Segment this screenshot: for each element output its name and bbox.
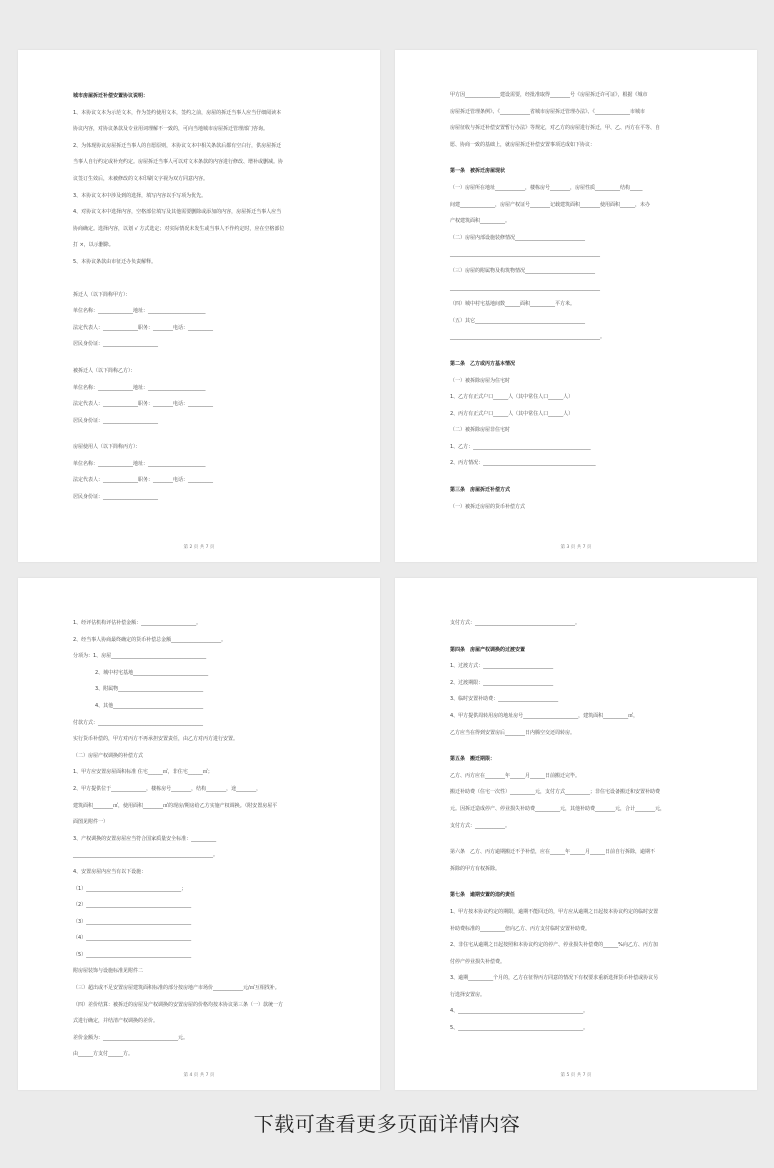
- text-line: ____________________________________________________________。: [450, 334, 606, 341]
- text-line: （三）房屋的附属物及构筑物情况____________________________: [450, 267, 596, 274]
- text-line: 5、本协议条款由市征迁办负责解释。: [73, 258, 157, 265]
- text-line: 乙方应当在得到安置房后________日内腾空交还周转房。: [450, 729, 576, 736]
- spacer: [450, 637, 690, 647]
- text-line: 单位名称：______________地址：_______________________: [73, 308, 206, 315]
- text-line: 搬迁补助费（住宅一次性）__________元，支付方式__________；非住宅设备搬迁和安置补助费: [450, 789, 661, 796]
- text-line: （四）差价结算：被拆迁的房屋及产权调换的安置房屋的价格均按本协议第三条（一）款统一方: [73, 1001, 284, 1008]
- text-line: 支付方式：________________________________________。: [450, 620, 581, 626]
- spacer: [450, 839, 690, 849]
- text-line: 愿、协商一致的基础上，就房屋拆迁补偿安置事项达成如下协议：: [450, 141, 596, 148]
- text-line: （四）城中村宅基地间数______面积__________平方米。: [450, 301, 576, 308]
- text-line: 单位名称：______________地址：_______________________: [73, 460, 206, 467]
- text-line: 差价金额为：______________________________元。: [73, 1034, 189, 1041]
- page-content: [73, 93, 333, 511]
- text-line: 付款方式：__________________________________________: [73, 719, 204, 726]
- text-line: 2、丙方情况：_____________________________________________: [450, 460, 596, 467]
- spacer: [73, 276, 333, 292]
- text-line: （二）房屋产权调换的补偿方式: [73, 752, 144, 759]
- section-heading: 第四条 房屋产权调换的过渡安置: [450, 646, 526, 653]
- text-line: 3、临时安置补助费：________________________: [450, 696, 559, 703]
- page-content: [73, 620, 303, 1068]
- text-line: 单位名称：______________地址：_______________________: [73, 384, 206, 391]
- section-heading: 第一条 被拆迁房屋现状: [450, 168, 506, 175]
- text-line: 法定代表人：______________职务：________电话：__________: [73, 477, 214, 484]
- text-line: 居民身份证：______________________: [73, 494, 159, 501]
- text-line: （五）其它____________________________________________: [450, 317, 586, 324]
- text-line: 居民身份证：______________________: [73, 341, 159, 348]
- text-line: 甲方因______________建设需要，经批准取得________号《房屋拆迁许可证》，根据《城市: [450, 92, 648, 98]
- spacer: [450, 882, 690, 892]
- spacer: [450, 158, 690, 168]
- text-line: 行选择安置房。: [450, 991, 486, 998]
- text-line: 付停产停业损失补偿费。: [450, 958, 506, 965]
- page-footer: 第 3 页 共 7 页: [560, 545, 592, 550]
- text-line: 1、乙方：_______________________________________________: [450, 443, 591, 450]
- text-line: 1、经评估机构评估补偿金额：______________________。: [73, 620, 202, 626]
- text-line: 1、乙方有正式户口______人（其中常住人口______人）: [450, 394, 574, 401]
- text-line: 第六条 乙方、丙方逾期搬迁不予补偿，应在______年______月______日前自行拆除，逾期不: [450, 849, 656, 856]
- text-line: 3、逾期__________个月的，乙方在征得丙方同意的情况下有权要求重新选择货币补偿或协议另: [450, 975, 659, 982]
- text-line: ____________________________________________________________: [450, 284, 600, 291]
- section-heading: 第五条 搬迁期限：: [450, 756, 496, 763]
- page-footer: 第 4 页 共 7 页: [183, 1073, 215, 1078]
- text-line: 1、甲方应安置房屋面积标准 住宅______㎡，非住宅______㎡；: [73, 769, 213, 776]
- page-content: [450, 92, 690, 520]
- document-page-2: [18, 50, 380, 562]
- text-line: 2、非住宅从逾期之日起按照和本协议约定的停产、停业损失补偿费的______%向乙方、丙方加: [450, 942, 658, 949]
- text-line: 分项为：1、房屋______________________________________: [73, 653, 207, 660]
- text-line: （三）超出或不足安置房屋建筑面积标准的部分按房地产市场价____________元/㎡互相找补。: [73, 985, 280, 992]
- section-heading: 第七条 逾期安置的违约责任: [450, 892, 516, 899]
- text-line: 4、甲方提供周转用房的地址房号______________________，建筑面积__________㎡，: [450, 712, 639, 719]
- text-line: 实行货币补偿的，甲方对丙方不再承担安置责任，由乙方对丙方进行安置。: [73, 736, 239, 743]
- text-line: 附房屋装饰与设施标准见附件二: [73, 968, 144, 975]
- text-line: 乙方、丙方应在________年______月______日前搬迁完毕。: [450, 772, 581, 779]
- text-line: 由______方支付______方。: [73, 1051, 134, 1058]
- spacer: [73, 434, 333, 444]
- document-page-4: [18, 578, 380, 1090]
- text-line: 协商确定。选择内容，以划 √ 方式选定；对实际情况未发生或当事人不作约定时，应在空格部位: [73, 225, 285, 232]
- document-page-3: [395, 50, 757, 562]
- text-line: 3、附属物__________________________________: [95, 686, 204, 693]
- document-page-5: [395, 578, 757, 1090]
- text-line: 3、产权调换的安置房屋应当符合国家质量安全标准：__________: [73, 835, 217, 842]
- text-line: 2、丙方有正式户口______人（其中常住人口______人）: [450, 410, 574, 417]
- spacer: [73, 358, 333, 368]
- text-line: 面图见附件一）: [73, 819, 109, 826]
- text-line: 建筑面积________㎡，使用面积________㎡的现房/期房给乙方实施产权调换。（附安置房屋平: [73, 802, 278, 809]
- text-line: 议签订生效后，未被修改的文本印刷文字视为双方同意内容。: [73, 175, 209, 182]
- section-heading: 第三条 房屋拆迁补偿方式: [450, 487, 511, 494]
- text-line: 2、过渡期限：____________________________: [450, 679, 554, 686]
- text-line: 补助费标准的__________倍向乙方、丙方支付临时安置补助费。: [450, 925, 591, 932]
- download-more-caption[interactable]: 下载可查看更多页面详情内容: [253, 1112, 521, 1136]
- text-line: （一）房屋所在地址____________，楼栋房号________，房屋性质__________结构_____: [450, 184, 643, 191]
- text-line: 4、安置房屋内应当有以下设施：: [73, 868, 147, 875]
- spacer: [450, 746, 690, 756]
- text-line: ____________________________________________________________: [450, 251, 600, 258]
- section-heading: 城市房屋拆迁补偿安置协议说明：: [73, 93, 149, 99]
- text-line: 拆迁人（以下简称甲方）：: [73, 291, 131, 298]
- text-line: 当事人自行约定或补充约定。房屋拆迁当事人可以对文本条款的内容进行修改、增补或删减。协: [73, 159, 284, 166]
- text-line: （5）__________________________________________: [73, 951, 192, 958]
- text-line: （3）__________________________________________: [73, 918, 192, 925]
- section-heading: 第二条 乙方或丙方基本情况: [450, 360, 516, 367]
- text-line: ________________________________________________________。: [73, 852, 219, 859]
- text-line: 拆除的甲方有权拆除。: [450, 865, 501, 872]
- text-line: 式进行确定，并结清产权调换的差价。: [73, 1018, 159, 1025]
- text-line: （1）______________________________________；: [73, 885, 187, 892]
- page-content: [450, 620, 690, 1042]
- text-line: 被拆迁人（以下简称乙方）：: [73, 367, 136, 374]
- text-line: 法定代表人：______________职务：________电话：__________: [73, 401, 214, 408]
- text-line: 房屋征收与拆迁补偿安置暂行办法》等规定，对乙方的房屋进行拆迁，甲、乙、丙方在平等、自: [450, 125, 661, 132]
- text-line: （2）__________________________________________: [73, 902, 192, 909]
- text-line: 4、__________________________________________________。: [450, 1008, 589, 1015]
- text-line: 5、__________________________________________________。: [450, 1025, 589, 1032]
- text-line: 协议内容，对协议条款及专业用词理解不一致的，可向当地城市房屋拆迁管理部门咨询。: [73, 126, 269, 133]
- text-line: 支付方式：____________。: [450, 822, 511, 829]
- text-line: （4）__________________________________________: [73, 935, 192, 942]
- spacer: [450, 351, 690, 361]
- text-line: 2、为体现协议房屋拆迁当事人的自愿原则，本协议文本中相关条款后都有空白行，供房屋拆迁: [73, 142, 282, 149]
- text-line: 1、过渡方式：____________________________: [450, 663, 554, 670]
- text-line: 法定代表人：______________职务：________电话：__________: [73, 324, 214, 331]
- text-line: 4、对协议文本中选择内容，空格部位填写及其他需要删除或添加的内容，房屋拆迁当事人应当: [73, 209, 282, 216]
- text-line: 1、甲方按本协议约定的期限，逾期不能回迁的，甲方应从逾期之日起按本协议约定的临时安置: [450, 908, 659, 915]
- text-line: 1、本协议文本为示范文本，作为签约使用文本，签约之前，房屋的拆迁当事人应当仔细阅读本: [73, 109, 282, 116]
- text-line: 2、经当事人协商最终确定的货币补偿总金额____________________。: [73, 636, 227, 643]
- text-line: 3、本协议文本中涉及到的选择，填写内容以手写项为优先。: [73, 192, 207, 199]
- text-line: 2、城中村宅基地______________________________: [95, 669, 209, 676]
- text-line: 2、甲方提供位于______________，楼栋房号________，结构________，途________，: [73, 785, 262, 792]
- text-line: （一）被拆迁房屋的货币补偿方式: [450, 503, 526, 510]
- text-line: 打 ×，以示删除。: [73, 242, 114, 249]
- page-footer: 第 2 页 共 7 页: [183, 545, 215, 550]
- text-line: （二）房屋内部设施装修情况____________________________: [450, 234, 586, 241]
- text-line: 房屋拆迁管理条例》、《____________省城市房屋拆迁管理办法》、《______________市城市: [450, 108, 646, 115]
- text-line: 产权建筑面积__________。: [450, 218, 511, 225]
- text-line: 居民身份证：______________________: [73, 417, 159, 424]
- spacer: [450, 477, 690, 487]
- text-line: （一）被拆除房屋为住宅时: [450, 377, 511, 384]
- text-line: （二）被拆除房屋非住宅时: [450, 427, 511, 434]
- text-line: 4、其他____________________________________: [95, 702, 204, 709]
- text-line: 元。因拆迁造成停产、停业损失补助费__________元，其他补助费________元，合计________元，: [450, 805, 666, 812]
- text-line: 房屋使用人（以下简称丙方）：: [73, 444, 141, 451]
- text-line: 间建______________，房屋产权证号________记载建筑面积________使用面积______，未办: [450, 201, 651, 208]
- page-footer: 第 5 页 共 7 页: [560, 1073, 592, 1078]
